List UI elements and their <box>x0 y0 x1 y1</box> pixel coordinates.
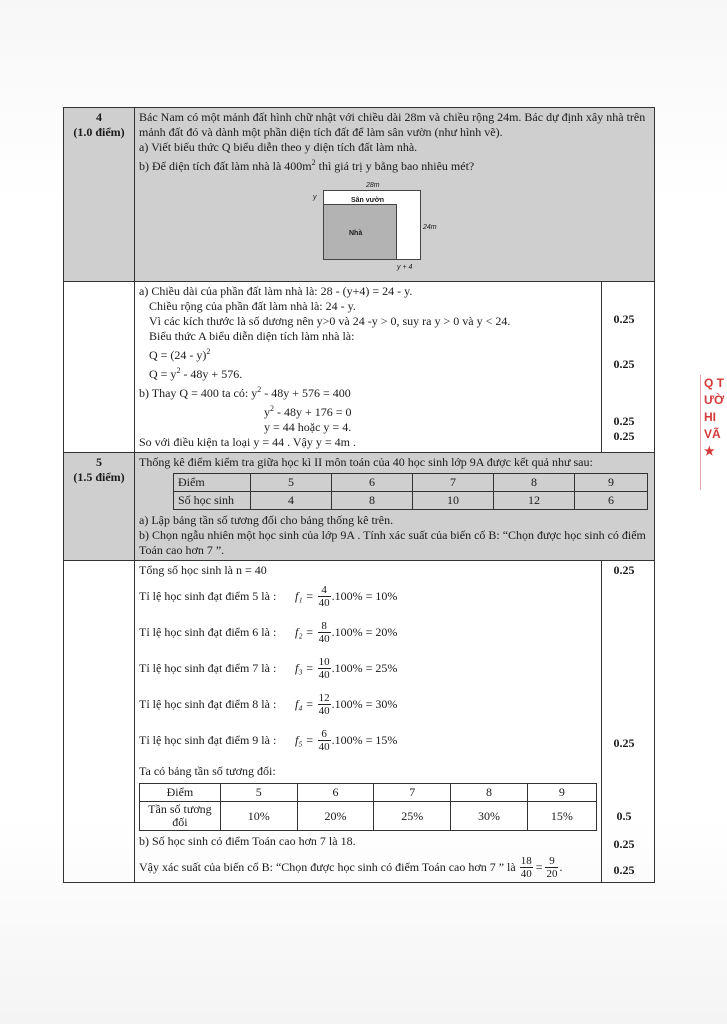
question-4-prompt: Bác Nam có một mảnh đất hình chữ nhật với chiều dài 28m và chiều rộng 24m. Bác dự định xây nhà trên mảnh đất đó và dành một phần diện tích đất để làm sân vườn (như hình vẽ). a) Viết biểu thức Q biểu diễn theo y diện tích đất làm nhà. b) Để diện tích đất làm nhà là $400m^2$ thì giá trị y bằng bao nhiêu mét? 28m y Sân vườn Nhà 24m y + 4 <box>135 108 655 282</box>
answer-4-body: a) Chiều dài của phần đất làm nhà là: 28 - (y+4) = 24 - y. Chiều rộng của phần đất làm nhà là: 24 - y. Vì các kích thước là số dương nên y>0 và 24 -y > 0, suy ra y > 0 và y < 24. Biểu thức A biểu diễn diện tích làm nhà là: Q = (24 - y)$^2$ $Q = y^2 - 48y + 576$. b) Thay Q = 400 ta có: $y^2 - 48y + 576 = 400$ $y^2 - 48y + 176 = 0$ y = 44 hoặc y = 4. So với điều kiện ta loại y = 44 . Vậy y = 4m . <box>135 282 602 453</box>
fraction-18-40: $\frac{18}{40}$ <box>520 855 532 880</box>
answer-5-body: Tổng số học sinh là n = 40 Tỉ lệ học sinh đạt điểm 5 là : f₁ = $\frac{4}{40}$ .100% = 10% Tỉ lệ học sinh đạt điểm 6 là : f₂ = $\frac{8}{40}$ .100% = 20% Tỉ lệ học sinh đạt điểm 7 là : f₃ = $\frac{10}{40}$ .100% = 25% Tỉ lệ học sinh đạt điểm 8 là : f₄ = $\frac{12}{40}$ .100% = 30% Tỉ lệ học sinh đạt điểm 9 là : f₅ = $\frac{6}{40}$ .100% = 15% Ta có bảng tần số tương đối: Điểm 5 6 7 8 9 Tần số tương đối 10% 20% 25% 30% 15% b) Số học sinh có điểm Toán cao hơn 7 là 18. Vậy xác suất của biến cố B: “Chọn được học sinh có điểm Toán cao hơn 7 ” là $\frac{18}{40}$ = $\frac{9}{20}$ . <box>135 561 602 883</box>
school-seal-stamp: Q T ƯỜ HI VÃ ★ <box>700 375 727 490</box>
fraction-9-20: $\frac{9}{20}$ <box>546 855 558 880</box>
answer-4-scores: 0.25 0.25 0.25 0.25 <box>602 282 655 453</box>
rate-row: Tỉ lệ học sinh đạt điểm 7 là : f₃ = $\frac{10}{40}$ .100% = 25% <box>139 655 398 681</box>
land-diagram: 28m y Sân vườn Nhà 24m y + 4 <box>313 182 437 271</box>
question-5-prompt: Thống kê điểm kiểm tra giữa học kì II môn toán của 40 học sinh lớp 9A được kết quả như sau: Điểm 5 6 7 8 9 Số học sinh 4 8 10 12 6 a) Lập bảng tần số tương đối cho bảng thống kê trên. b) Chọn ngẫu nhiên một học sinh của lớp 9A . Tính xác suất của biến cố B: “Chọn được học sinh có điểm Toán cao hơn 7 ”. <box>135 453 655 561</box>
answer-5-row <box>64 561 655 883</box>
answer-5-scores: 0.25 0.25 0.5 0.25 0.25 <box>602 561 655 883</box>
probability-conclusion: Vậy xác suất của biến cố B: “Chọn được học sinh có điểm Toán cao hơn 7 ” là $\frac{18}{40}$ = $\frac{9}{20}$ . <box>139 855 563 880</box>
rate-row: Tỉ lệ học sinh đạt điểm 5 là : f₁ = $\frac{4}{40}$ .100% = 10% <box>139 583 398 609</box>
score-count-table: Điểm 5 6 7 8 9 Số học sinh 4 8 10 12 6 <box>173 473 648 510</box>
rate-fraction: $\frac{4}{40}$ <box>318 583 330 609</box>
rate-fraction: $\frac{6}{40}$ <box>318 727 330 753</box>
rate-row: Tỉ lệ học sinh đạt điểm 8 là : f₄ = $\frac{12}{40}$ .100% = 30% <box>139 691 398 717</box>
rate-list <box>139 578 597 758</box>
question-5-row <box>64 453 655 561</box>
relative-frequency-table: Điểm 5 6 7 8 9 Tần số tương đối 10% 20% 25% 30% 15% <box>139 783 597 831</box>
answer-4-row <box>64 282 655 453</box>
answer-key-table <box>63 107 655 883</box>
rate-fraction: $\frac{8}{40}$ <box>318 619 330 645</box>
rate-fraction: $\frac{12}{40}$ <box>318 691 330 717</box>
question-5-number: 5 (1.5 điểm) <box>64 453 135 561</box>
rate-row: Tỉ lệ học sinh đạt điểm 9 là : f₅ = $\frac{6}{40}$ .100% = 15% <box>139 727 398 753</box>
rate-fraction: $\frac{10}{40}$ <box>318 655 330 681</box>
rate-row: Tỉ lệ học sinh đạt điểm 6 là : f₂ = $\frac{8}{40}$ .100% = 20% <box>139 619 398 645</box>
question-4-row <box>64 108 655 282</box>
question-4-number: 4 (1.0 điểm) <box>64 108 135 282</box>
